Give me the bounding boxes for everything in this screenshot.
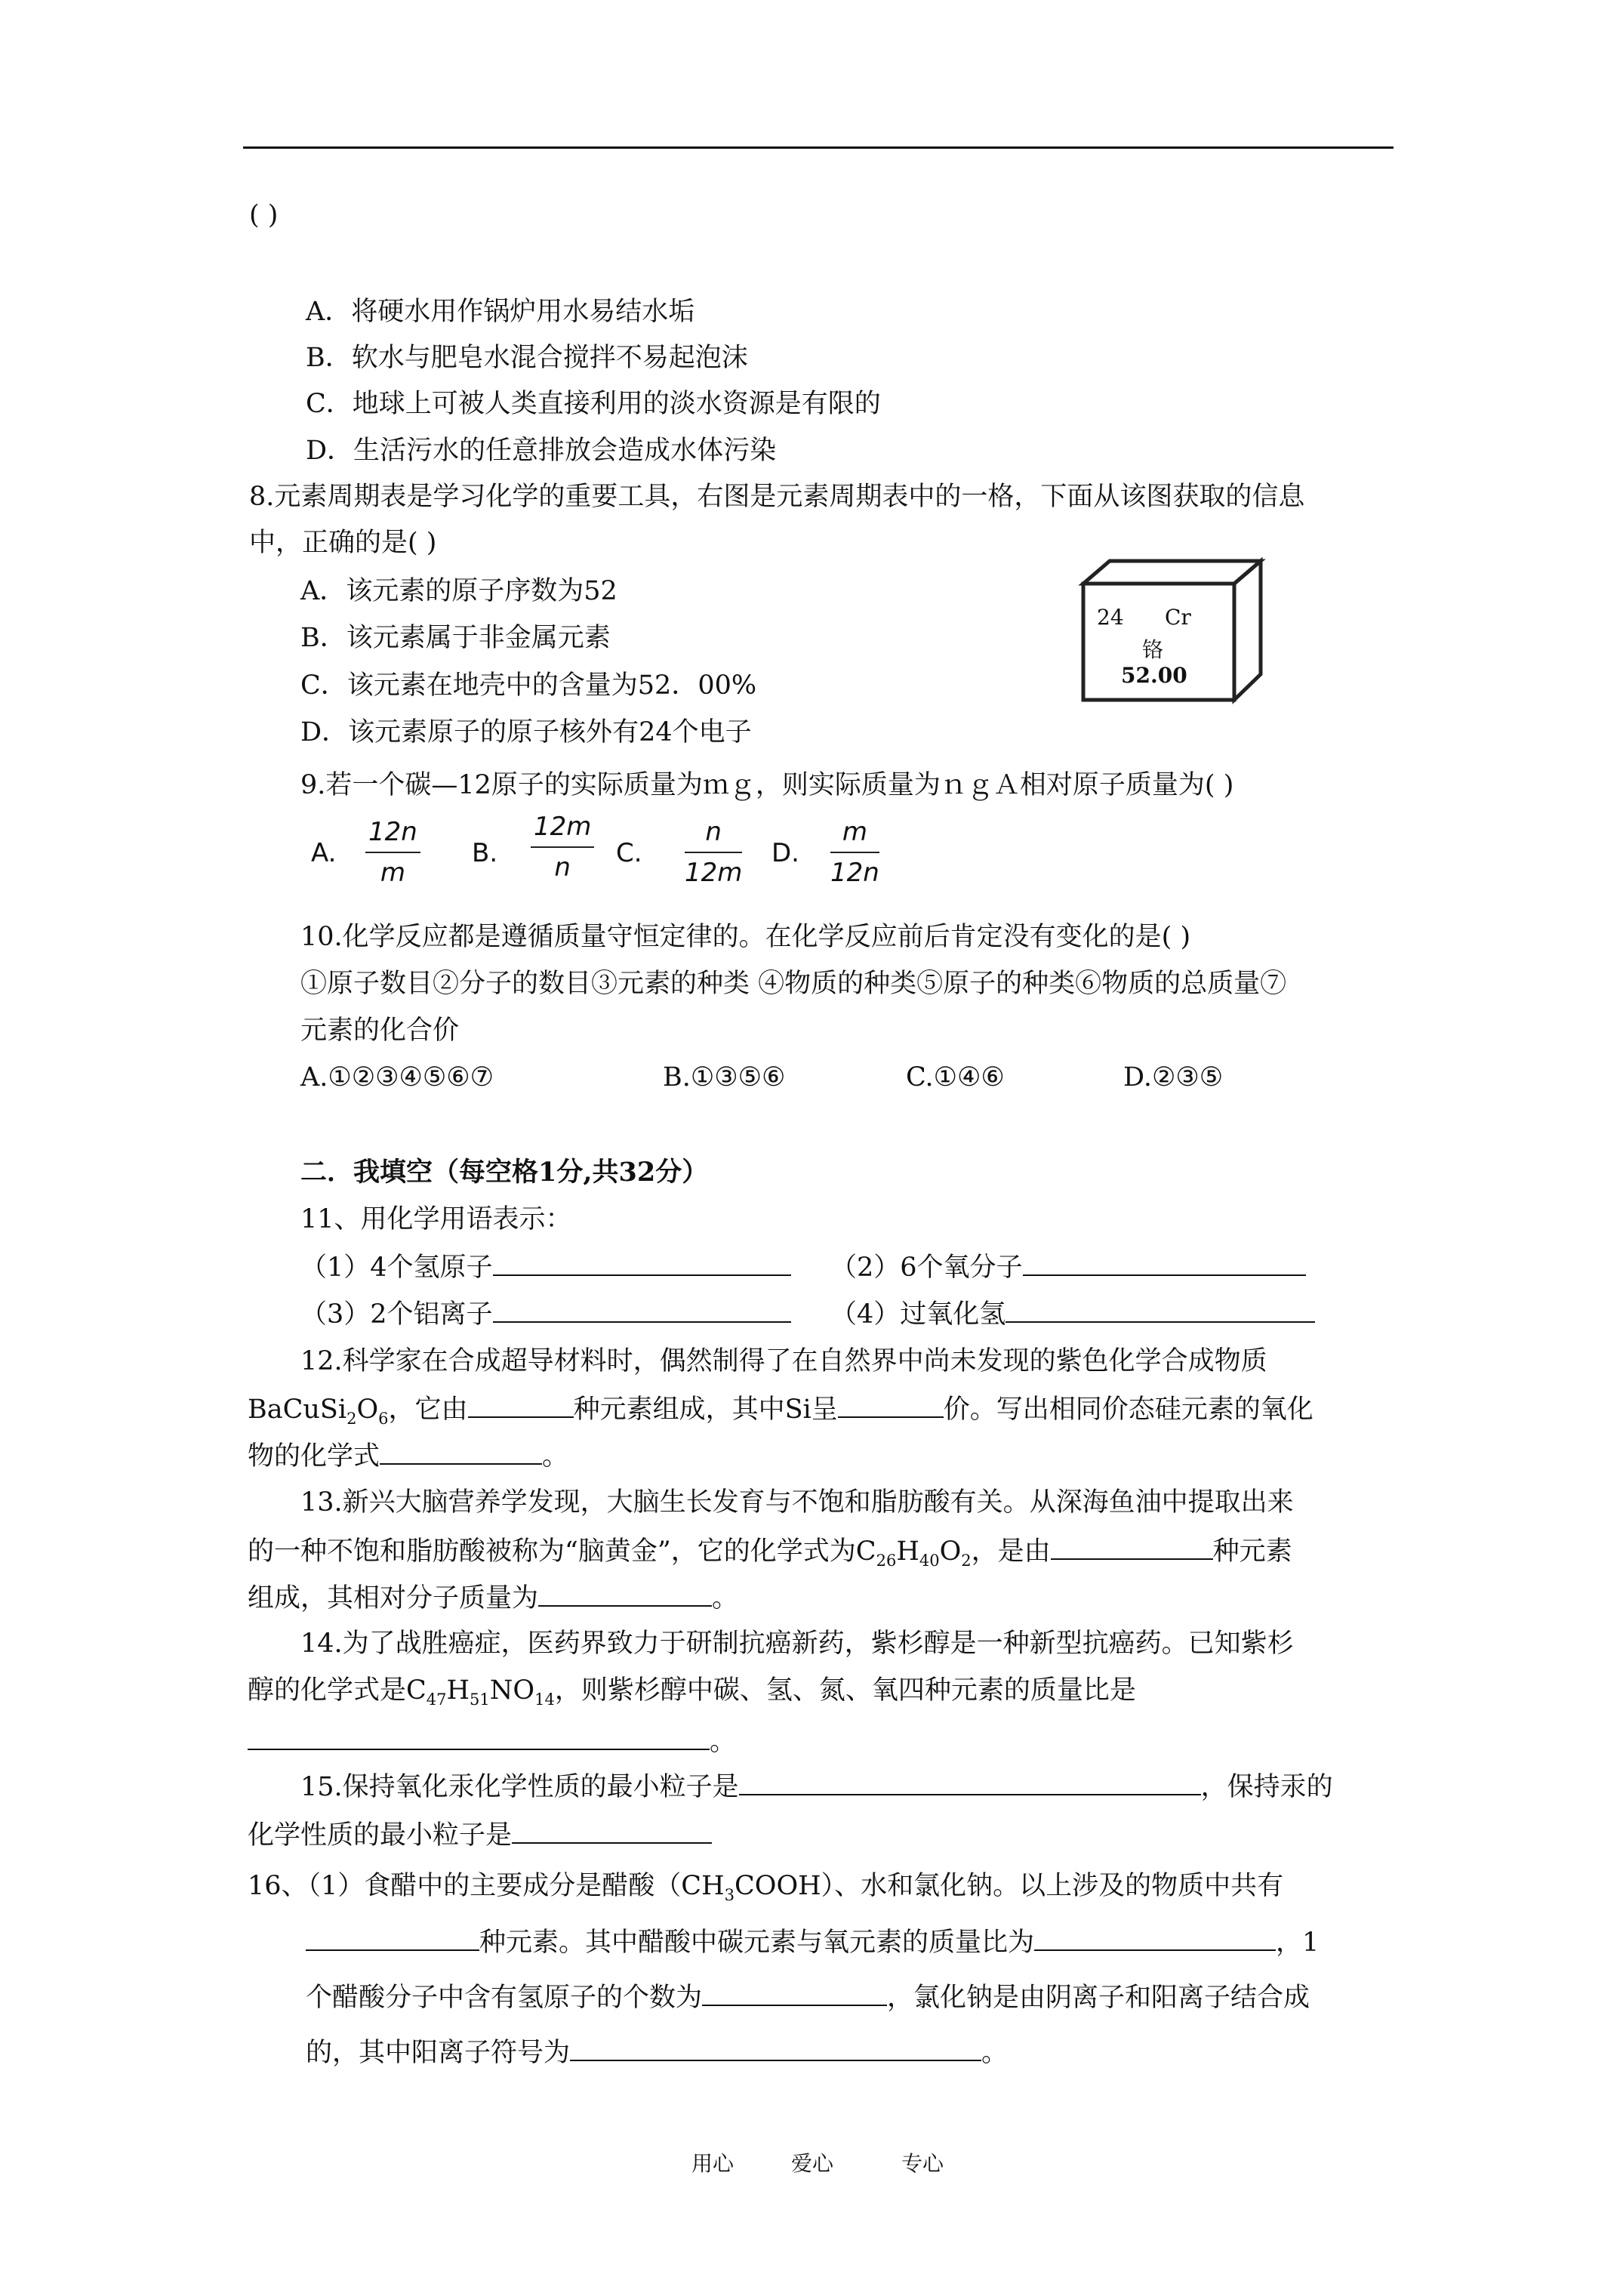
footer-text-2: 爱心 xyxy=(791,2151,834,2176)
q12-formula-sub1: 2 xyxy=(346,1410,357,1428)
q15-text1: 15.保持氧化汞化学性质的最小粒子是 xyxy=(300,1772,739,1802)
q10-stem: 10.化学反应都是遵循质量守恒定律的。在化学反应前后肯定没有变化的是( ) xyxy=(300,922,1191,952)
q16-blank-ratio[interactable] xyxy=(1034,1924,1276,1951)
element-symbol: Cr xyxy=(1165,605,1191,630)
q16-line4 xyxy=(306,2034,1008,2070)
q11-part1 xyxy=(300,1249,791,1285)
q11-part3-blank[interactable] xyxy=(493,1296,791,1323)
q14-line2 xyxy=(248,1673,1136,1717)
q7-option-b: B．软水与肥皂水混合搅拌不易起泡沫 xyxy=(306,343,748,373)
q14-end: 。 xyxy=(710,1727,737,1757)
element-name: 铬 xyxy=(1142,637,1164,662)
q16-text6: ，氯化钠是由阴离子和阳离子结合成 xyxy=(887,1983,1310,2013)
q13-text-elements: 种元素 xyxy=(1212,1536,1292,1567)
q12-blank-elements[interactable] xyxy=(468,1391,574,1418)
q16-end: 。 xyxy=(981,2038,1009,2068)
q11-part1-blank[interactable] xyxy=(493,1249,791,1276)
q12-text2: 种元素组成，其中Si呈 xyxy=(573,1395,838,1425)
q14-line1: 14.为了战胜癌症，医药界致力于研制抗癌新药，紫杉醇是一种新型抗癌药。已知紫杉 xyxy=(300,1629,1294,1659)
q9-c-denominator: 12m xyxy=(685,858,743,888)
q12-line3-label: 物的化学式 xyxy=(248,1441,380,1472)
q9-b-numerator: 12m xyxy=(531,812,594,848)
q14-line2-text: 醇的化学式是C xyxy=(248,1675,427,1706)
q9-b-denominator: n xyxy=(554,852,571,883)
q10-option-b: B.①③⑤⑥ xyxy=(663,1062,786,1093)
q16-blank-elements[interactable] xyxy=(306,1924,479,1951)
q13-h: H xyxy=(896,1536,919,1567)
footer-text-3: 专心 xyxy=(901,2151,944,2176)
q16-line3 xyxy=(306,1979,1310,2015)
q14-line3 xyxy=(248,1723,736,1759)
q12-line1: 12.科学家在合成超导材料时，偶然制得了在自然界中尚未发现的紫色化学合成物质 xyxy=(300,1346,1267,1376)
q8-stem-line2: 中，正确的是( ) xyxy=(249,528,437,558)
q15-blank-hgo[interactable] xyxy=(739,1768,1201,1795)
q9-option-c-letter: C. xyxy=(616,838,642,868)
q16-line2 xyxy=(306,1924,1319,1960)
q13-blank-mass[interactable] xyxy=(538,1579,712,1607)
q16-text1: 16、（1）食醋中的主要成分是醋酸（CH xyxy=(248,1871,725,1901)
q10-option-c: C.①④⑥ xyxy=(906,1062,1005,1093)
q15-blank-hg[interactable] xyxy=(512,1817,712,1844)
element-atomic-number: 24 xyxy=(1097,605,1124,630)
q13-line3-text: 组成，其相对分子质量为 xyxy=(248,1583,539,1613)
q13-line2-text: 的一种不饱和脂肪酸被称为“脑黄金”，它的化学式为C xyxy=(248,1536,876,1567)
q13-blank-elements[interactable] xyxy=(1051,1533,1213,1560)
q9-c-numerator: n xyxy=(685,817,742,853)
q11-part4-blank[interactable] xyxy=(1006,1296,1315,1323)
q10-line2: ①原子数目②分子的数目③元素的种类 ④物质的种类⑤原子的种类⑥物质的总质量⑦ xyxy=(300,969,1287,999)
q11-part2-blank[interactable] xyxy=(1023,1249,1306,1276)
q8-option-b: B．该元素属于非金属元素 xyxy=(300,623,611,653)
q14-sub1: 47 xyxy=(426,1690,447,1709)
q9-option-d-letter: D. xyxy=(771,838,799,868)
q10-option-a: A.①②③④⑤⑥⑦ xyxy=(300,1062,494,1093)
q9-option-b-fraction xyxy=(531,812,594,883)
q12-formula-main: BaCuSi xyxy=(248,1395,347,1425)
q8-stem-line1: 8.元素周期表是学习化学的重要工具，右图是元素周期表中的一格，下面从该图获取的信息 xyxy=(249,482,1305,512)
q15-text3: 化学性质的最小粒子是 xyxy=(248,1820,513,1851)
q15-text2: ，保持汞的 xyxy=(1200,1772,1333,1802)
q13-sub3: 2 xyxy=(961,1552,972,1570)
q9-stem: 9.若一个碳—12原子的实际质量为ｍｇ，则实际质量为ｎｇＡ相对原子质量为( ) xyxy=(300,770,1234,800)
q7-answer-paren: ( ) xyxy=(249,200,279,230)
q11-part4-label: （4）过氧化氢 xyxy=(830,1299,1006,1330)
q9-a-denominator: m xyxy=(380,858,405,888)
q11-part3 xyxy=(300,1296,791,1332)
q11-part1-label: （1）4个氢原子 xyxy=(300,1253,493,1283)
q13-text-by: ，是由 xyxy=(971,1536,1051,1567)
q12-blank-valence[interactable] xyxy=(838,1391,944,1418)
q14-text-ratio: ，则紫杉醇中碳、氢、氮、氧四种元素的质量比是 xyxy=(554,1675,1136,1706)
q11-part2 xyxy=(830,1249,1306,1285)
q13-line1: 13.新兴大脑营养学发现，大脑生长发育与不饱和脂肪酸有关。从深海鱼油中提取出来 xyxy=(300,1487,1294,1518)
q9-option-c-fraction xyxy=(685,817,742,888)
q8-option-a: A．该元素的原子序数为52 xyxy=(300,576,617,606)
q13-sub1: 26 xyxy=(876,1552,897,1570)
q16-blank-h-count[interactable] xyxy=(702,1979,887,2006)
q16-line1 xyxy=(248,1869,1283,1912)
q12-line3 xyxy=(248,1438,568,1474)
q8-option-d: D．该元素原子的原子核外有24个电子 xyxy=(300,717,752,747)
q15-line1 xyxy=(300,1768,1333,1804)
q7-option-d: D．生活污水的任意排放会造成水体污染 xyxy=(306,436,777,466)
q7-option-a: A．将硬水用作锅炉用水易结水垢 xyxy=(306,297,695,327)
q12-formula-o: O xyxy=(356,1395,379,1425)
q12-line2 xyxy=(248,1391,1313,1436)
q13-end: 。 xyxy=(712,1583,739,1613)
q15-line2 xyxy=(248,1817,712,1853)
q13-line2 xyxy=(248,1533,1292,1578)
q11-stem: 11、用化学用语表示： xyxy=(300,1204,572,1234)
q10-line3: 元素的化合价 xyxy=(300,1015,460,1046)
q12-formula-sub2: 6 xyxy=(378,1410,389,1428)
q14-no: NO xyxy=(489,1675,535,1706)
q12-end: 。 xyxy=(542,1441,569,1472)
q11-part4 xyxy=(830,1296,1315,1332)
q16-text7: 的，其中阳离子符号为 xyxy=(306,2038,571,2068)
q16-text5: 个醋酸分子中含有氢原子的个数为 xyxy=(306,1983,703,2013)
q16-sub1: 3 xyxy=(724,1886,735,1904)
q12-blank-oxide[interactable] xyxy=(380,1438,542,1465)
q12-text1: ，它由 xyxy=(388,1395,468,1425)
q16-blank-cation[interactable] xyxy=(570,2034,981,2061)
q9-option-a-letter: A. xyxy=(311,838,337,868)
q16-text2: COOH）、水和氯化钠。以上涉及的物质中共有 xyxy=(734,1871,1284,1901)
q16-text3: 种元素。其中醋酸中碳元素与氧元素的质量比为 xyxy=(479,1928,1035,1958)
q9-option-a-fraction xyxy=(365,817,420,888)
q9-d-denominator: 12n xyxy=(830,858,879,888)
q13-line3 xyxy=(248,1579,738,1616)
q14-h: H xyxy=(446,1675,470,1706)
element-box-figure xyxy=(1076,555,1280,710)
q9-option-b-letter: B. xyxy=(472,838,498,868)
element-mass: 52.00 xyxy=(1121,663,1187,688)
q12-text3: 价。写出相同价态硅元素的氧化 xyxy=(943,1395,1313,1425)
q9-d-numerator: m xyxy=(830,817,879,853)
section2-title: 二．我填空（每空格1分,共32分） xyxy=(300,1157,709,1188)
q16-text4: ，1 xyxy=(1276,1928,1320,1958)
q14-sub3: 14 xyxy=(534,1690,555,1709)
q11-part3-label: （3）2个铝离子 xyxy=(300,1299,493,1330)
q8-option-c: C．该元素在地壳中的含量为52．00% xyxy=(300,670,757,701)
q7-option-c: C．地球上可被人类直接利用的淡水资源是有限的 xyxy=(306,389,881,419)
q14-blank-ratio[interactable] xyxy=(248,1723,710,1750)
q14-sub2: 51 xyxy=(470,1690,490,1709)
q9-option-d-fraction xyxy=(830,817,879,888)
q11-part2-label: （2）6个氧分子 xyxy=(830,1253,1023,1283)
q13-o: O xyxy=(939,1536,962,1567)
footer-text-1: 用心 xyxy=(691,2151,735,2176)
q13-sub2: 40 xyxy=(919,1552,940,1570)
q10-option-d: D.②③⑤ xyxy=(1123,1062,1224,1093)
q9-a-numerator: 12n xyxy=(365,817,420,853)
header-rule xyxy=(243,146,1394,149)
